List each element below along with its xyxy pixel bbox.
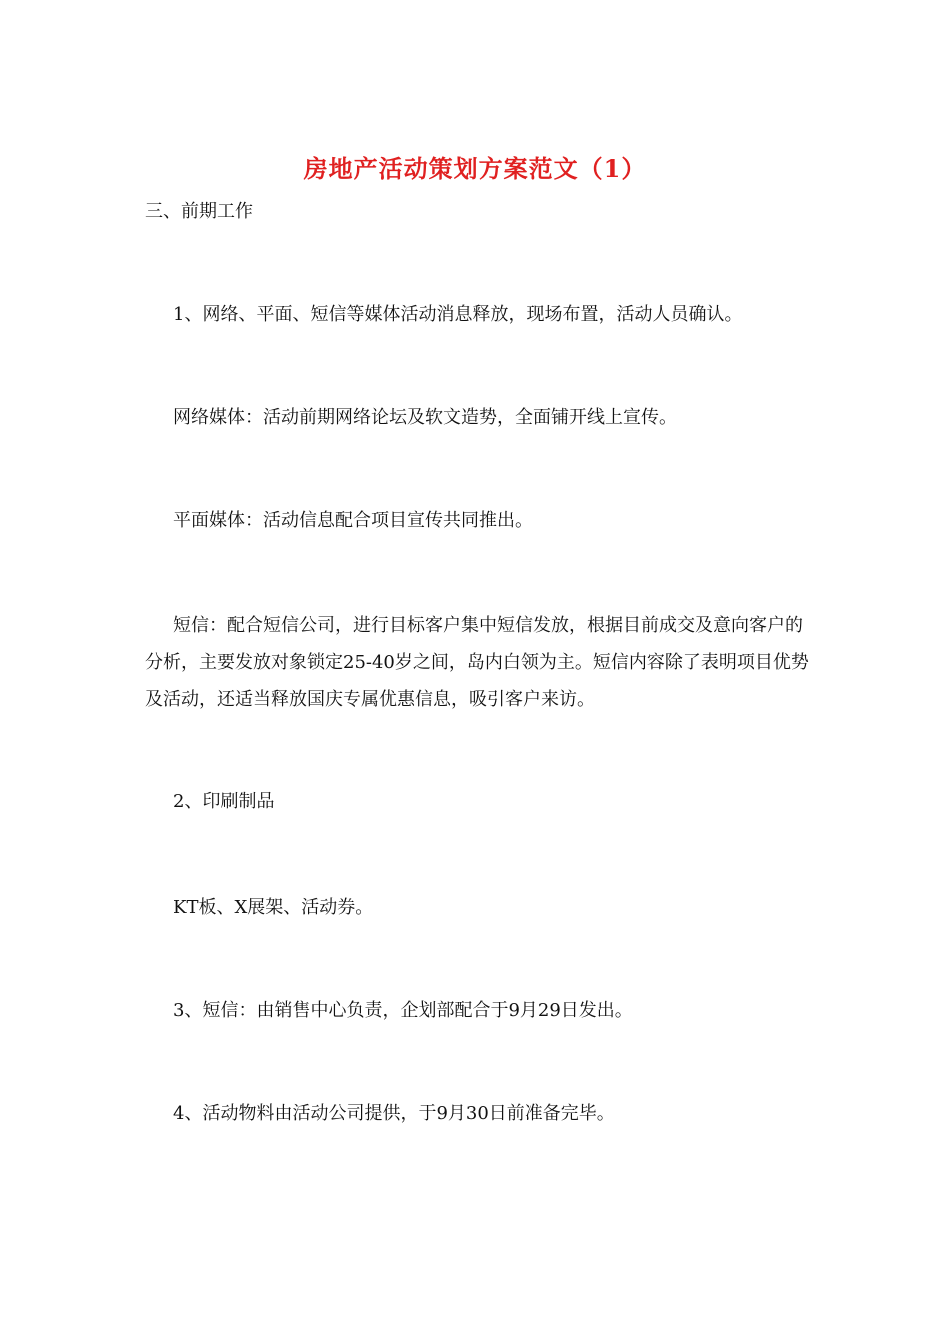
section-heading: 三、前期工作 (145, 201, 253, 222)
item-2-printed-materials: 2、印刷制品 (173, 791, 275, 812)
online-media-paragraph: 网络媒体：活动前期网络论坛及软文造势，全面铺开线上宣传。 (173, 407, 677, 428)
print-media-paragraph: 平面媒体：活动信息配合项目宣传共同推出。 (173, 510, 533, 531)
item-1-media-release: 1、网络、平面、短信等媒体活动消息释放，现场布置，活动人员确认。 (173, 304, 743, 325)
item-4-materials-deadline: 4、活动物料由活动公司提供，于9月30日前准备完毕。 (173, 1103, 615, 1124)
item-3-sms-schedule: 3、短信：由销售中心负责，企划部配合于9月29日发出。 (173, 1000, 633, 1021)
printed-items-list: KT板、X展架、活动券。 (173, 897, 374, 918)
document-title: 房地产活动策划方案范文（1） (303, 154, 647, 183)
sms-paragraph: 短信：配合短信公司，进行目标客户集中短信发放，根据目前成交及意向客户的分析，主要发放对象锁定25-40岁之间，岛内白领为主。短信内容除了表明项目优势及活动，还适当释放国庆专属优惠信息，吸引客户来访。 (145, 615, 809, 710)
